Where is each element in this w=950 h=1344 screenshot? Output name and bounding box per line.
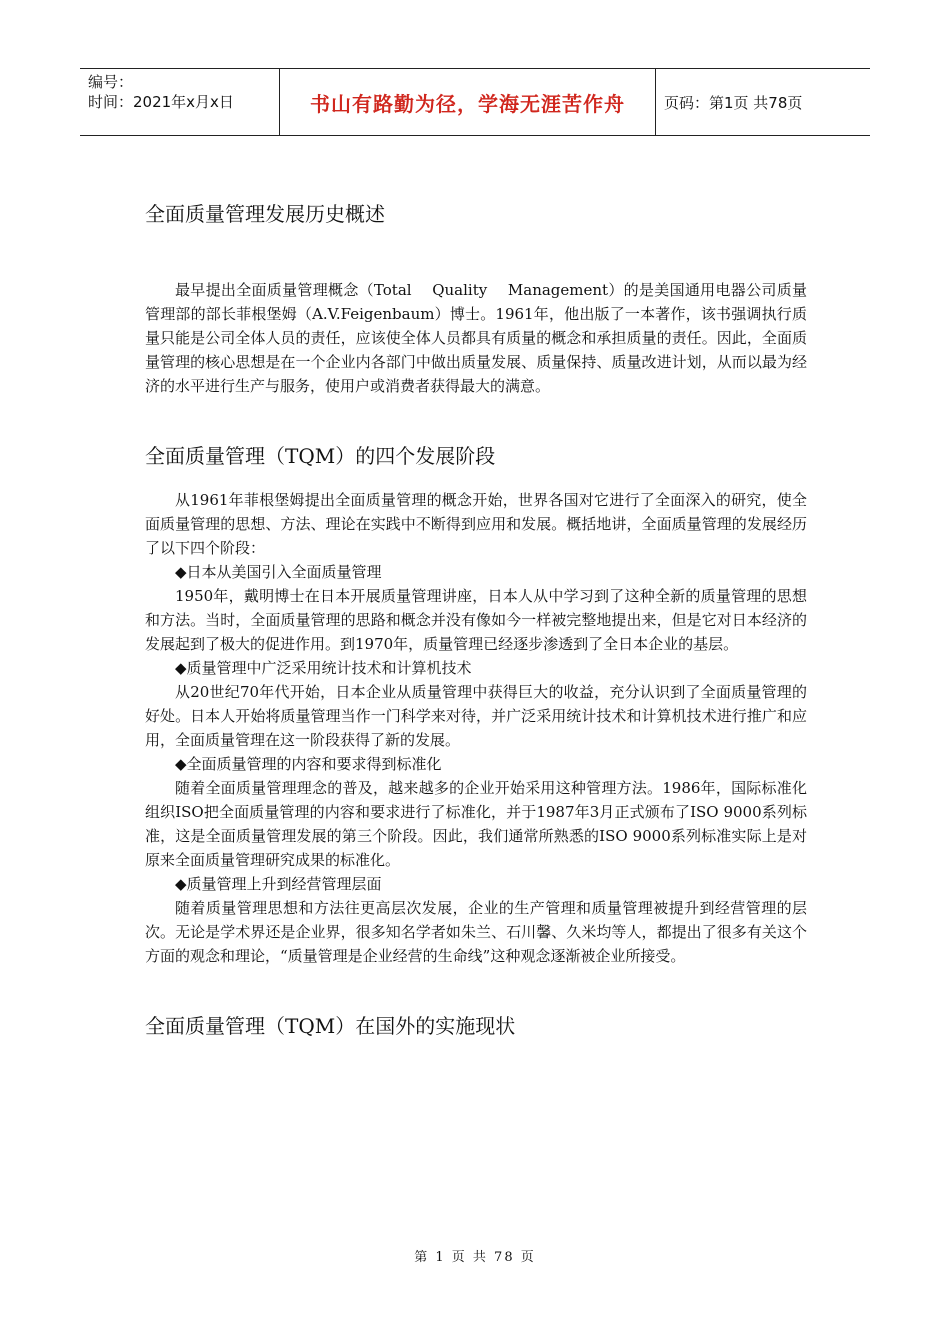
page-footer: 第 1 页 共 78 页 bbox=[414, 1250, 536, 1265]
header-page-info: 页码：第1页 共78页 bbox=[664, 93, 803, 112]
section-title-status: 全面质量管理（TQM）在国外的实施现状 bbox=[145, 1014, 516, 1038]
document-number-label: 编号： bbox=[88, 73, 134, 91]
stage-2-heading: ◆质量管理中广泛采用统计技术和计算机技术 bbox=[175, 659, 472, 677]
section-title-stages: 全面质量管理（TQM）的四个发展阶段 bbox=[145, 444, 496, 468]
stage-3-heading: ◆全面质量管理的内容和要求得到标准化 bbox=[175, 755, 442, 773]
stage-4-paragraph: 随着质量管理思想和方法往更高层次发展，企业的生产管理和质量管理被提升到经营管理的层次。无论是学术界还是企业界，很多知名学者如朱兰、石川馨、久米均等人，都提出了很多有关这个方面的观念和理论，“质量管理是企业经营的生命线”这种观念逐渐被企业所接受。 bbox=[145, 899, 807, 965]
history-paragraph: 最早提出全面质量管理概念（Total Quality Management）的是美国通用电器公司质量管理部的部长菲根堡姆（A.V.Feigenbaum）博士。1961年，他出版了一本著作，该书强调执行质量只能是公司全体人员的责任，应该使全体人员都具有质量的概念和承担质量的责任。因此，全面质量管理的核心思想是在一个企业内各部门中做出质量发展、质量保持、质量改进计划，从而以最为经济的水平进行生产与服务，使用户或消费者获得最大的满意。 bbox=[145, 281, 807, 395]
stage-1-paragraph: 1950年，戴明博士在日本开展质量管理讲座，日本人从中学习到了这种全新的质量管理的思想和方法。当时，全面质量管理的思路和概念并没有像如今一样被完整地提出来，但是它对日本经济的发展起到了极大的促进作用。到1970年，质量管理已经逐步渗透到了全日本企业的基层。 bbox=[145, 587, 807, 653]
stage-2-paragraph: 从20世纪70年代开始，日本企业从质量管理中获得巨大的收益，充分认识到了全面质量管理的好处。日本人开始将质量管理当作一门科学来对待，并广泛采用统计技术和计算机技术进行推广和应用，全面质量管理在这一阶段获得了新的发展。 bbox=[145, 683, 807, 749]
section-title-history: 全面质量管理发展历史概述 bbox=[145, 202, 385, 226]
stage-1-heading: ◆日本从美国引入全面质量管理 bbox=[175, 563, 382, 581]
stages-intro-paragraph: 从1961年菲根堡姆提出全面质量管理的概念开始，世界各国对它进行了全面深入的研究，使全面质量管理的思想、方法、理论在实践中不断得到应用和发展。概括地讲，全面质量管理的发展经历了以下四个阶段： bbox=[145, 491, 807, 557]
stage-3-paragraph: 随着全面质量管理理念的普及，越来越多的企业开始采用这种管理方法。1986年，国际标准化组织ISO把全面质量管理的内容和要求进行了标准化，并于1987年3月正式颁布了ISO 9000系列标准，这是全面质量管理发展的第三个阶段。因此，我们通常所熟悉的ISO 9000系列标准实际上是对原来全面质量管理研究成果的标准化。 bbox=[145, 779, 807, 869]
header-meta bbox=[80, 69, 280, 135]
header-motto: 书山有路勤为径，学海无涯苦作舟 bbox=[280, 69, 656, 135]
stage-4-heading: ◆质量管理上升到经营管理层面 bbox=[175, 875, 382, 893]
document-body bbox=[145, 200, 807, 1040]
document-time-label: 时间：2021年x月x日 bbox=[88, 93, 234, 111]
page-header bbox=[80, 68, 870, 136]
